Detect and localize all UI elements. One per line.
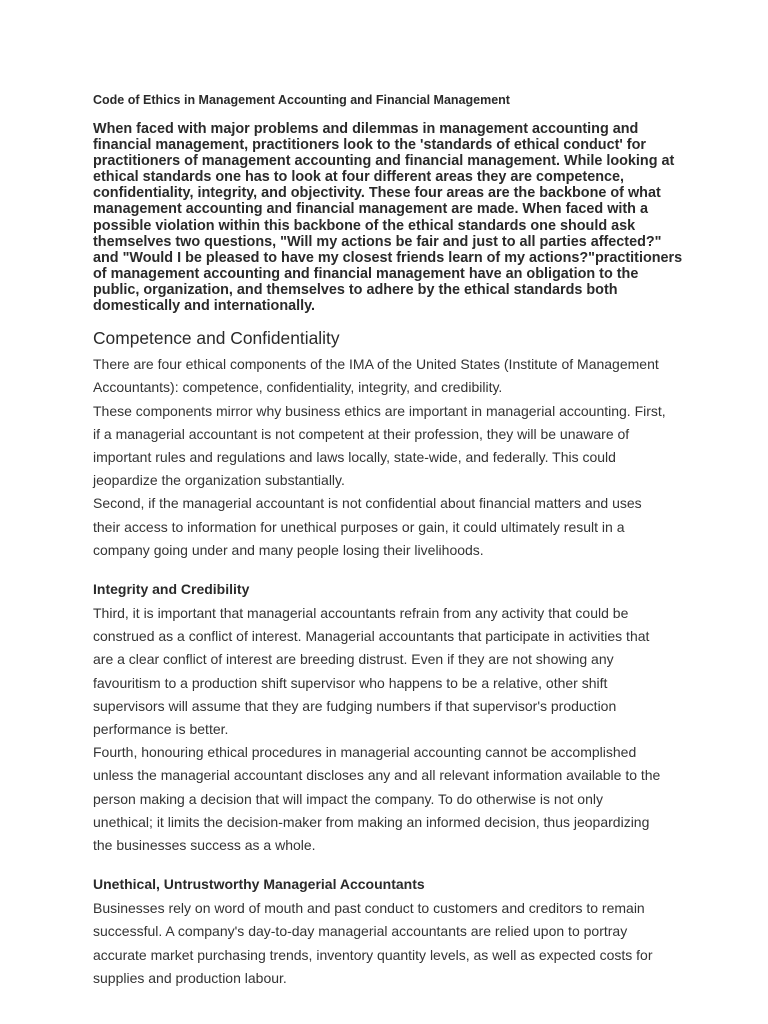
body-line: Businesses rely on word of mouth and past conduct to customers and creditors to remain xyxy=(93,900,645,917)
section-spacer xyxy=(93,857,683,873)
body-line: performance is better. xyxy=(93,720,229,737)
body-line: company going under and many people losing their livelihoods. xyxy=(93,541,484,558)
intro-line: confidentiality, integrity, and objectivity. These four areas are the backbone of what xyxy=(93,185,661,202)
document-title: Code of Ethics in Management Accounting and Financial Management xyxy=(93,93,510,107)
body-line: supplies and production labour. xyxy=(93,969,287,986)
intro-line: domestically and internationally. xyxy=(93,298,316,315)
body-line: There are four ethical components of the IMA of the United States (Institute of Management xyxy=(93,356,659,373)
body-line: unless the managerial accountant discloses any and all relevant information available to the xyxy=(93,767,661,784)
intro-line: management accounting and financial management are made. When faced with a xyxy=(93,201,648,218)
body-line: Accountants): competence, confidentiality, integrity, and credibility. xyxy=(93,379,503,396)
intro-line: themselves two questions, "Will my actions be fair and just to all parties affected?" xyxy=(93,233,662,250)
intro-line: When faced with major problems and dilemmas in management accounting and xyxy=(93,121,639,137)
intro-line: of management accounting and financial management have an obligation to the xyxy=(93,265,639,282)
section-heading-unethical: Unethical, Untrustworthy Managerial Accountants xyxy=(93,876,425,893)
body-line: Fourth, honouring ethical procedures in managerial accounting cannot be accomplished xyxy=(93,744,637,761)
body-line: the businesses success as a whole. xyxy=(93,836,316,853)
section-heading-integrity: Integrity and Credibility xyxy=(93,580,250,597)
body-line: supervisors will assume that they are fudging numbers if that supervisor's production xyxy=(93,697,617,714)
body-line: are a clear conflict of interest are breeding distrust. Even if they are not showing any xyxy=(93,651,614,668)
body-line: person making a decision that will impact the company. To do otherwise is not only xyxy=(93,790,603,807)
section-body-unethical xyxy=(93,897,683,990)
intro-line: and "Would I be pleased to have my closest friends learn of my actions?"practitioners xyxy=(93,249,683,266)
body-line: construed as a conflict of interest. Managerial accountants that participate in activities that xyxy=(93,628,650,645)
intro-line: practitioners of management accounting and financial management. While looking at xyxy=(93,153,675,170)
section-heading-competence: Competence and Confidentiality xyxy=(93,328,340,349)
intro-paragraph xyxy=(93,121,683,314)
intro-line: financial management, practitioners look to the 'standards of ethical conduct' for xyxy=(93,137,646,154)
body-line: These components mirror why business ethics are important in managerial accounting. First, xyxy=(93,402,666,419)
section-body-competence xyxy=(93,353,683,562)
document-page xyxy=(93,91,683,990)
body-line: unethical; it limits the decision-maker from making an informed decision, thus jeopardizing xyxy=(93,813,650,830)
body-line: jeopardize the organization substantially. xyxy=(93,472,345,489)
body-line: favouritism to a production shift supervisor who happens to be a relative, other shift xyxy=(93,674,608,691)
body-line: their access to information for unethical purposes or gain, it could ultimately result in a xyxy=(93,518,625,535)
body-line: important rules and regulations and laws locally, state-wide, and federally. This could xyxy=(93,448,616,465)
body-line: accurate market purchasing trends, inventory quantity levels, as well as expected costs for xyxy=(93,946,653,963)
section-spacer xyxy=(93,562,683,578)
body-line: successful. A company's day-to-day managerial accountants are relied upon to portray xyxy=(93,923,628,940)
intro-line: ethical standards one has to look at four different areas they are competence, xyxy=(93,169,625,186)
body-line: if a managerial accountant is not competent at their profession, they will be unaware of xyxy=(93,425,630,442)
intro-line: possible violation within this backbone of the ethical standards one should ask xyxy=(93,217,636,234)
body-line: Second, if the managerial accountant is not confidential about financial matters and uses xyxy=(93,495,642,512)
section-body-integrity xyxy=(93,602,683,857)
body-line: Third, it is important that managerial accountants refrain from any activity that could be xyxy=(93,604,629,621)
intro-line: public, organization, and themselves to adhere by the ethical standards both xyxy=(93,281,618,298)
